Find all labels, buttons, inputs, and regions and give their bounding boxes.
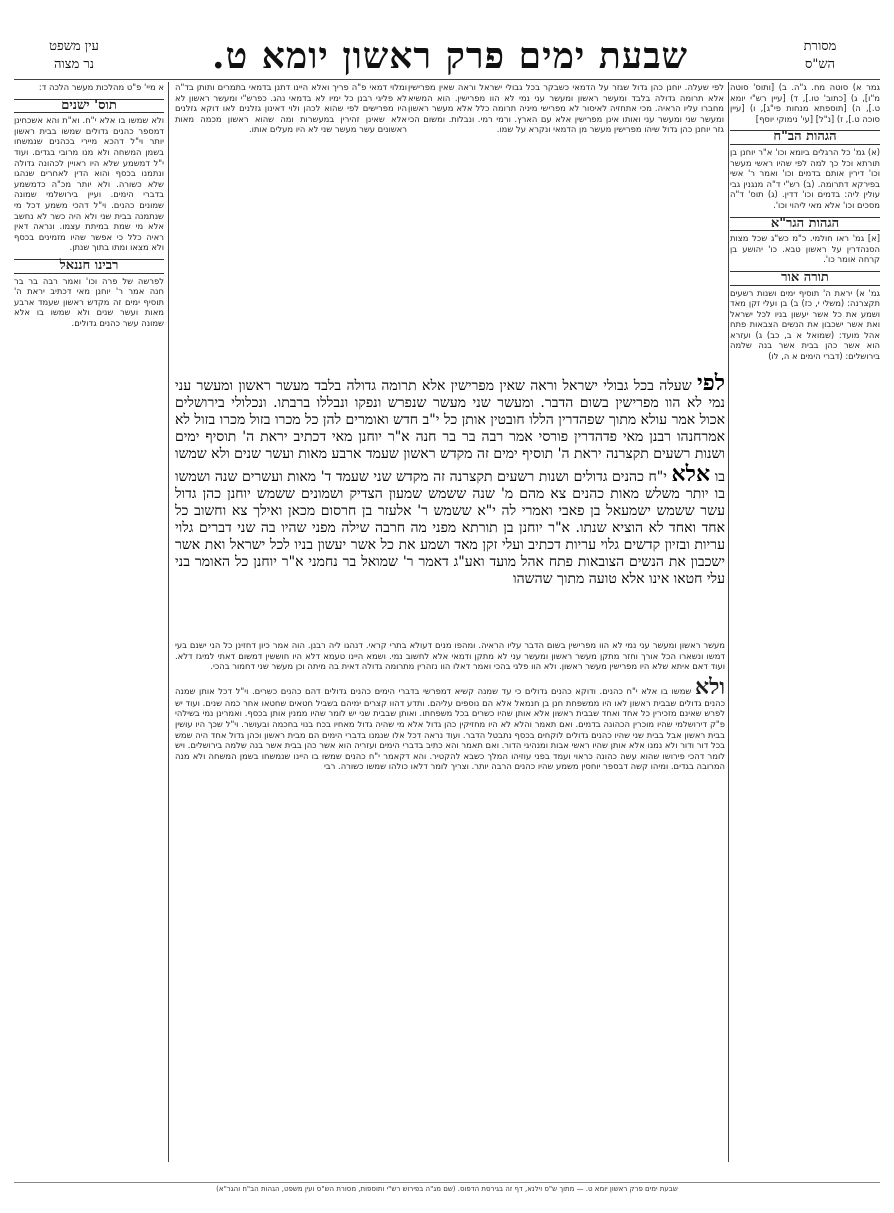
torah-or-text: גמ' א) יראת ה' תוסיף ימים ושנות רשעים תקצרנה: (משלי י, כז) ב) בן ועלי זקן מאד ושמע את כל אשר יעשון בניו לכל ישראל ואת אשר ישכבון את הנשים הצבאות פתח אהל מועד: (שמואל א ב, כב) ג) ועזרא הוא אשר כהן בבית אשר בנה שלמה בירושלים: (דברי הימים א ה, לו) [730,287,880,362]
torah-or-title: תורה אור [730,271,880,286]
ein-mishpat-text: א מיי' פ"ט מהלכות מעשר הלכה ד: [38,82,164,92]
ein-mishpat-label: עין משפט [49,39,99,54]
hagahot-hagra-text: [א] גמ' ראו חולמי. כ"מ כש"ג שכל מצות הסנהדרין על ראשון טבא. כו' יהושע בן קרחה אומר כו'. [730,233,880,265]
tosafot-vela-paragraph [175,673,725,772]
gemara-alef-word: אלא [671,461,711,487]
left-margin-column [14,82,164,1162]
page-title: שבעת ימים פרק ראשון יומא ט. [211,35,689,77]
rabbenu-chananel-title: רבינו חננאל [14,259,164,274]
masoret-hashas-header [760,38,880,82]
left-column-rule [168,82,169,1162]
hashas-label: הש"ס [804,57,836,72]
page-footer: שבעת ימים פרק ראשון יומא ט. — מתוך ש"ס וילנא, דף זה בגירסת הדפוס. (שם מג"ה בפירוש רש"י ותוספות, מסורת הש"ס ועין משפט, הגהות הב"ח והגר"א) [14,1182,880,1194]
hagahot-habach-title: הגהות הב"ח [730,130,880,145]
right-column-rule [728,82,729,1162]
gemara-text-block [175,372,725,632]
tosafot-lower-block [175,640,725,1160]
tosafot-para-1: מעשר ראשון ומעשר עני נמי לא הוו מפרישין בשום הדבר עליו הראיה. ומהפו מנים דעולא בתרי קראי. דנהגו ליה רבנן. הוה אמר כיון דחזינן כל הני ישנם בעי דמשו ונשארו הכל אורך וחזר מתקן מעשר ראשון ומעשר עני לא מתקן ודמאי אלא לחשוב נמי. ושמא היינו טעמא דלא היו חוששין דמשום דאתי למיגז דלא. ועוד דאם איתא שלא היו מפרישין מעשר ראשון. ולא הוו פלגי בהכי ואמר דאלו הוו נזהרין מתרומה גדולה דאית בה מיתה וכן מעשר שני דחמור בהכי. [175,640,725,672]
gemara-text-1: שעלה בכל גבולי ישראל וראה שאין מפרישין אלא תרומה גדולה בלבד מעשר ראשון ומעשר עני נמי לא הוו מפרישין בשום הדבר. ומעשר שני מעשר שנפרש ונפקו ונבללו ברבתו. ונכלולי בירושלים אכול אמר עולא מתוך שפהדרין הללו חובטין אותן כל י"ב חדש ואומרים להן כל מכרו בזול מכרו בזול לא אמרחנהו רבנן מאי פדהדרין פורסי אמר רבה בר בר חנה א"ר יוחנן מאי דכתיב יראת ה' תוסיף ימים ושנות רשעים תקצרנה יראת ה' תוסיף ימים זה מקדש ראשון שעמד ארבע מאות ועשר שנים ולא שמשו בו [175,378,725,485]
masoret-label: מסורת [803,39,837,54]
gemara-opening-word: לפי [696,372,725,396]
rashi-right-text: לפי שעלה. יוחנן כהן גדול שגזר על הדמאי כשבקר בכל גבולי ישראל וראה שאין מפרישין אלא תרומה גדולה בלבד ומעשר ראשון ומעשר עני נמי לא הוו מפרישין. הוא המשיא מחברו עליו הראיה. מכי אתחזיה לאיסור לא מפרישי מיניה תרומה כלל אלא מעשר ראשון ומעשר שני ומעשר עני ואותו אינן מפרישין אלא עם הארץ. ורמי רמי. ונבלות. ומשום הכי גזר יוחנן כהן גדול שיהו מפרישין מעשר מן הדמאי ונקרא על שמו. [408,82,724,135]
tosafot-vela-head: ולא [694,673,725,700]
rabbenu-chananel-text: לפרשה של פרה וכו' ואמר רבה בר בר חנה אמר ר' יוחנן מאי דכתיב יראת ה' תוסיף ימים זה מקדש ראשון שעמד ארבע מאות ועשר שנים ולא שמשו בו אלא שמונה עשר כהנים גדולים. [14,275,164,328]
rashi-upper-right [408,82,724,372]
hagahot-hagra-title: הגהות הגר"א [730,217,880,232]
tosafot-upper-left [175,82,407,372]
tosafot-yeshanim-text: ולא שמשו בו אלא י"ח. וא"ת והא אשכחינן דמספר כהנים גדולים שמשו בבית ראשון יותר וי"ל דהכא מיירי בכהנים שנמשחו בשמן המשחה ולא מנו מרובי בגדים. ועוד י"ל דמשמע שלא היו ראויין לכהונה גדולה ונתמנו בכסף והוא הדין לאחרים שנהגו שלא כשורה. ולא יותר מכ"ה כדמשמע בדברי הימים. ועיין בירושלמי שמונה שמונים כהנים. וי"ל דהכי משמע דכל מי שנתמנה בבית שני ולא היה כשר לא נחשב אלא מי שמת במיתת עצמו. ונראה דאין ראיה כלל כי אפשר שהיו מזמינים בכסף ולא מצאו ומתו בתוך שנתן. [14,115,164,253]
tosafot-left-text: ומלוי דמאי פ"ה פריך ואלא היינו דתנן בדמאי בתמרים ותותן בד"ה לא פליגי רבנן כל ימיו לא בדמאי נהג. כפרש"י ומעשר ראשון לא היו מפרישים לפי שהוא לכהן ולוי דאינון גזלנים לאו דוקא גזלנים אלא שאינן זהירין במעשרות ומה שהוא ראשון מכמה מאות ראשונים עשר מעשר שני לא היו מעלים אותו. [175,82,407,135]
hagahot-habach-text: (א) גמ' כל הרגלים ביומא וכו' א"ר יוחנן בן תורתא וכל כך למה לפי שהיו ראשי מעשר וכו' דירין אותם בדמים וכו' ואמר ר' אשי בפירקא דתרומה. (ב) רש"י ד"ה מנגנין גבי עולין ליה: בדמים וכו' דדין. (ג) תוס' ד"ה מסכים וכו' אלא מאי ליהוי וכו'. [730,146,880,210]
tosafot-yeshanim-title: תוס' ישנים [14,99,164,114]
gemara-text-2: י"ח כהנים גדולים ושנות רשעים תקצרנה זה מקדש שני שעמד ד' מאות ועשרים שנה ושמשו בו יותר משלש מאות כהנים צא מהם מ' שנה ששמש שמעון הצדיק ושמונים ששמש יוחנן כהן גדול עשר ששמש ישמעאל בן פאבי ואמרי לה י"א ששמש ר' אלעזר בן חרסום מכאן ואילך צא וחשוב כל אחד ואחד לא הוציא שנתו. א"ר יוחנן בן תורתא מפני מה חרבה שילה מפני שהיו בה שני דברים גלוי עריות ובזיון קדשים גלוי עריות דכתיב ועלי זקן מאד ושמע את כל אשר יעשון בניו לכל ישראל ואת אשר ישכבון את הנשים הצובאות פתח אהל מועד ואע"ג דאמר ר' שמואל בר נחמני א"ר יוחנן כל האומר בני עלי חטאו אינו אלא טועה מתוך שהשהו [175,469,725,587]
right-margin-column [730,82,880,1162]
tosafot-para-2: שמשו בו אלא י"ח כהנים. ודוקא כהנים גדולים כי עד שמנה קשיא דמפרשי בדברי הימים כהנים גדולים דהם כהנים כשרים. וי"ל דכל אותן שמנה כהנים גדולים שבבית ראשון לאו היו ממשפחת חנן בן חנמאל אלא הם נוספים עליהם. ותדע דהוו קצרים ימיהם בשביל חטאים שחטאו אחר כמה שנים. ועוד יש לפרש שאינם מזכירין כל אחד ואחד שבבית ראשון אלא אותן שהיו כשרים בכל משפחתו. ואותן שבבית שני יש לומר שהיו ממנין אותן בכסף. ואמרינן נמי בשילהי פ"ק דירושלמי שהיו מוכרין הכהונה בדמים. ואם תאמר והלא לא היו מחזיקין כהן גדול אלא מי שהיה גדול מאחיו בכח בנוי בחכמה ובעושר. וי"ל שכך היו עושין בבית ראשון אבל בבית שני שהיו כהנים גדולים לוקחים בכסף נתבטל הדבר. ועוד נראה דכל אלו שנמנו בדברי הימים הם מבית ראשון וכהן גדול אחד היה שמש בכל דור ודור ולא נמנו אלא אותן שהיו ראשי אבות ומנהיגי הדור. ואם תאמר והא כתיב בדברי הימים ועזריה הוא אשר כהן בבית אשר בנה שלמה בירושלים. ויש לומר דהכי פירושו שהוא עשה כהונה כראוי ועמד בפני עוזיהו המלך כשבא להקטיר. והא דקאמר י"ח כהנים שמשו בו היינו שנמשחו בשמן המשחה ולא מנה המרובה בגדים. ומיהו קשה דבספר יוחסין משמע שהיו כהנים הרבה יותר. וצריך לומר דלאו כולהו שמשו כשורה. רבי [175,685,725,772]
header-rule [14,79,880,80]
masoret-hashas-text: גמר א) סוטה מח. ג"ה. ב) [ותוס' סוטה מ"ו], ג) [כתוב' טו.], ד) [עיין רש"י יומא ט.], ה) [תוספתא מנחות פי"ג], ו) [עיין סוכה ט.], ז) [נ"ל] [עי' נימוקי יוסף] [730,82,880,124]
ein-mishpat-header [14,38,134,82]
ner-mitzva-label: נר מצוה [53,57,95,72]
